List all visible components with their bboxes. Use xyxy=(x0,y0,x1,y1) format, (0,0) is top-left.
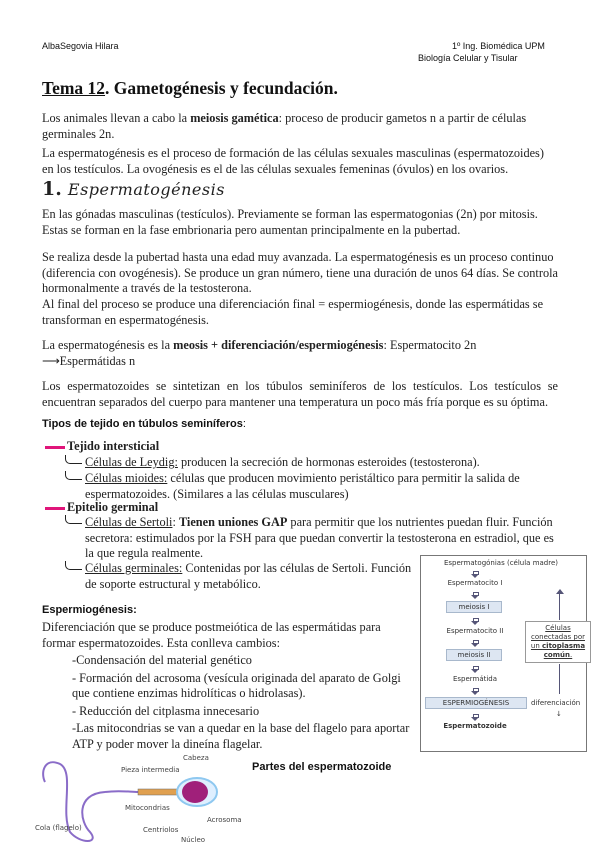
list-item: -Las mitocondrias se van a quedar en la base del flagelo para aportar ATP y poder mover la dineína flagelar. xyxy=(72,721,410,751)
curved-arrow-icon xyxy=(65,561,82,570)
spermatogenesis-diagram xyxy=(420,555,587,752)
down-arrow-icon xyxy=(471,688,479,694)
pink-arrow-icon xyxy=(45,507,65,510)
diagram-step: meiosis II xyxy=(446,649,502,661)
title-text: . Gametogénesis y fecundación. xyxy=(105,78,338,98)
course-label: 1º Ing. Biomédica UPM xyxy=(452,41,545,51)
diagram-step: diferenciación xyxy=(531,699,581,707)
leydig-item: Células de Leydig: producen la secreción de hormonas esteroides (testosterona). xyxy=(85,455,555,471)
diagram-step: Espermatocito II xyxy=(446,627,504,635)
sperm-diagram xyxy=(35,752,250,846)
down-arrow-icon xyxy=(471,571,479,577)
subject-label: Biología Celular y Tisular xyxy=(418,53,518,63)
diagram-step: Espermatocito I xyxy=(447,579,503,587)
down-arrow-icon xyxy=(471,640,479,646)
label-centrioles: Centriolos xyxy=(143,826,179,834)
curved-arrow-icon xyxy=(65,455,82,464)
pink-arrow-icon xyxy=(45,446,65,449)
section-paragraph-3: Al final del proceso se produce una diferenciación final = espermiogénesis, donde las espermátidas se transforman en espermatogénesis. xyxy=(42,297,544,327)
diagram-step: Espermatogónias (célula madre) xyxy=(443,559,559,567)
small-down-arrow-icon: ↓ xyxy=(556,710,562,718)
connector-line xyxy=(559,664,560,694)
figure-caption: Partes del espermatozoide xyxy=(252,761,392,773)
author-name: AlbaSegovia Hilara xyxy=(42,41,119,51)
list-item: - Reducción del citplasma innecesario xyxy=(72,703,260,718)
curved-arrow-icon xyxy=(65,515,82,524)
mioides-item: Células mioides: células que producen movimiento peristáltico para permitir la salida de espermatozoides. (Similares a las células musculares) xyxy=(85,471,555,502)
diagram-step: ESPERMIOGÉNESIS xyxy=(425,697,527,709)
diagram-step: Espermatozoide xyxy=(443,722,507,730)
down-arrow-icon xyxy=(471,592,479,598)
tejidos-heading: Tipos de tejido en túbulos seminíferos: xyxy=(42,418,246,430)
intro-paragraph-1: Los animales llevan a cabo la meiosis gamética: proceso de producir gametos n a partir de células germinales 2n. xyxy=(42,111,527,141)
label-nucleus: Núcleo xyxy=(181,836,206,844)
down-arrow-icon xyxy=(471,666,479,672)
label-midpiece: Pieza intermedia xyxy=(121,766,180,774)
label-head: Cabeza xyxy=(183,754,209,762)
arrowhead-icon xyxy=(556,589,564,594)
up-arrow-icon xyxy=(559,592,560,620)
down-arrow-icon xyxy=(471,714,479,720)
label-acrosome: Acrosoma xyxy=(207,816,242,824)
epitelio-germinal: Epitelio germinal xyxy=(45,500,561,516)
down-arrow-icon xyxy=(471,618,479,624)
tejido-intersticial: Tejido intersticial xyxy=(45,439,561,455)
curved-arrow-icon xyxy=(65,471,82,480)
diagram-step: Espermátida xyxy=(452,675,498,683)
page-title xyxy=(42,78,338,99)
germinales-item: Células germinales: Contenidas por las células de Sertoli. Función de soporte estructural y metabólico. xyxy=(85,561,415,592)
section-paragraph-2: Se realiza desde la pubertad hasta una edad muy avanzada. La espermatogénesis es un proceso continuo (diferencia con ovogénesis). Se produce un gran número, tiene una duración de unos 64 días. Se controla hormonalmente a través de la testosterona. xyxy=(42,250,558,295)
common-cytoplasm-note: Células conectadas por un citoplasma común. xyxy=(525,621,591,663)
espermiogenesis-heading: Espermiogénesis: xyxy=(42,604,137,616)
section-paragraph-5: Los espermatozoides se sintetizan en los túbulos seminíferos de los testículos. Los testículos se encuentran separados del cuerpo para mantener una temperatura un poco más fría porque es su óptima. xyxy=(42,379,558,409)
list-item: - Formación del acrosoma (vesícula originada del aparato de Golgi que contiene enzimas hidrolíticas o hidrolasas). xyxy=(72,670,401,700)
sertoli-item: Células de Sertoli: Tienen uniones GAP para permitir que los nutrientes puedan fluir. Función secretora: estimulados por la FSH para que puedan convertir la testosterona en estradiol, que es la que regula realmente. xyxy=(85,515,560,562)
label-mitochondria: Mitocondrias xyxy=(125,804,170,812)
section-paragraph-1: En las gónadas masculinas (testículos). Previamente se forman las espermatogonias (2n) por mitosis. Estas se forman en la fase embrionaria pero aumentan principalmente en la pubertad. xyxy=(42,207,538,237)
intro-paragraph-2: La espermatogénesis es el proceso de formación de las células sexuales masculinas (espermatozoides) en los testículos. La ovogénesis es el de las células sexuales femeninas (óvulos) en los ovarios. xyxy=(42,146,544,176)
section-heading: 1. Espermatogénesis xyxy=(42,178,225,200)
espermiogenesis-list xyxy=(72,653,417,752)
list-item: -Condensación del material genético xyxy=(72,653,252,667)
espermiogenesis-intro: Diferenciación que se produce postmeiótica de las espermátidas para formar espermatozoides. Esta conlleva cambios: xyxy=(42,620,381,650)
diagram-step: meiosis I xyxy=(446,601,502,613)
section-paragraph-4: La espermatogénesis es la meosis + diferenciación/espermiogénesis: Espermatocito 2n ⟶Espermátidas n xyxy=(42,338,477,368)
label-tail: Cola (flagelo) xyxy=(35,824,82,832)
title-number: Tema 12 xyxy=(42,78,106,98)
